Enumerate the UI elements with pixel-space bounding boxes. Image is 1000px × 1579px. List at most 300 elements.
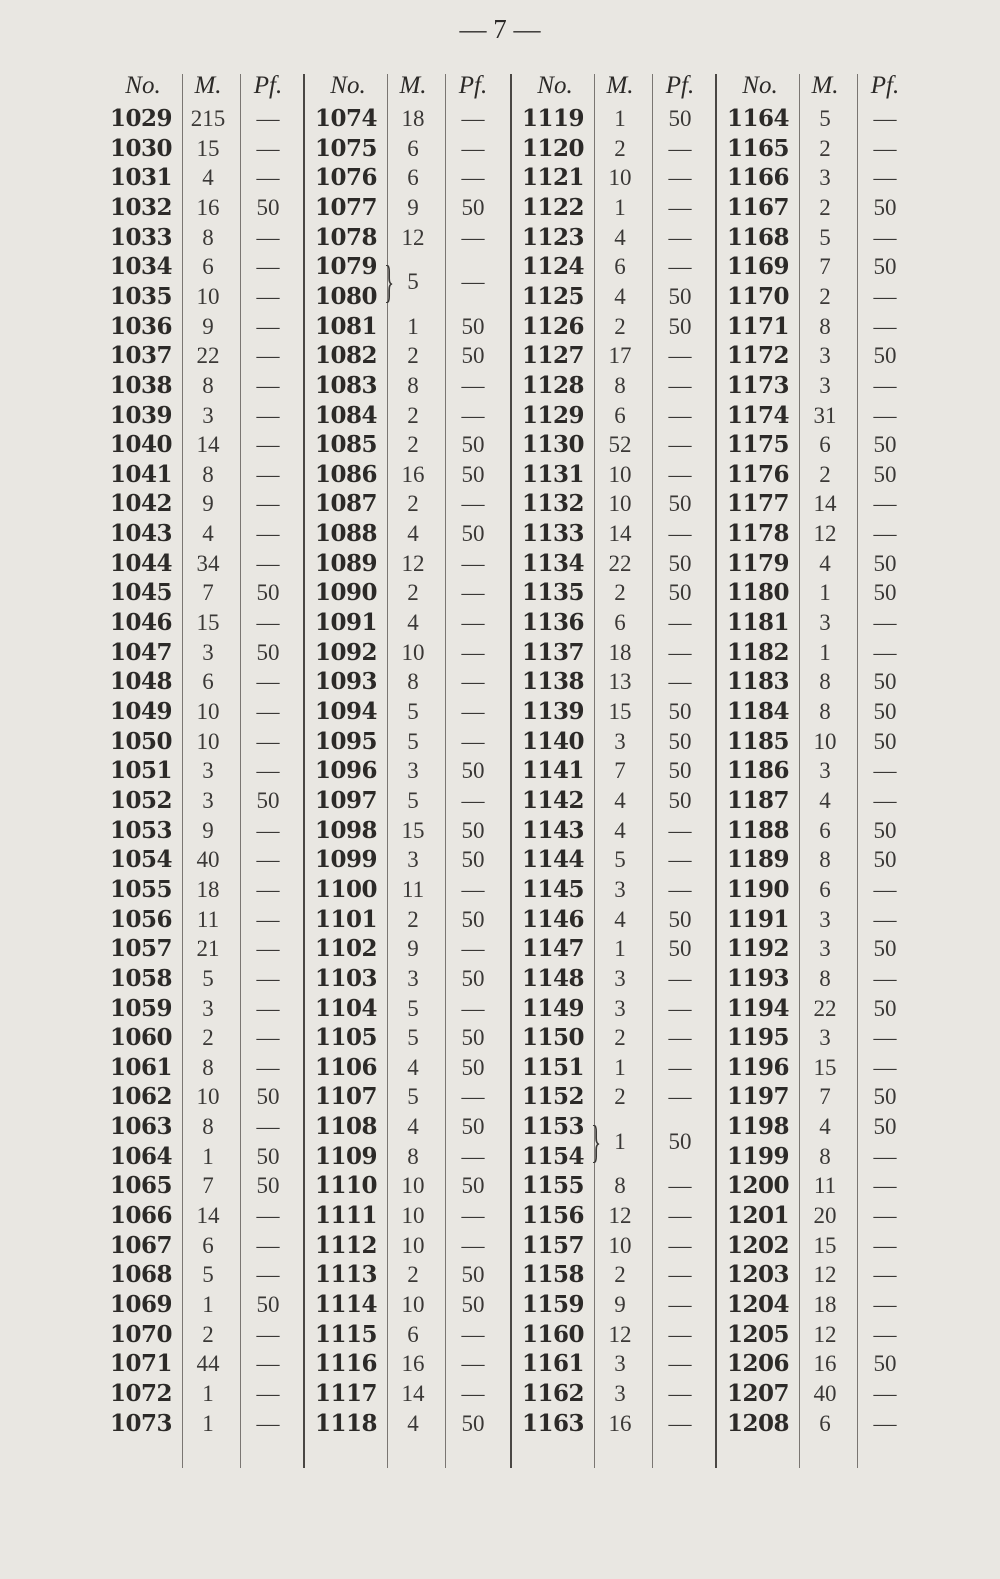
price-marks: 10 [401,1173,425,1199]
item-number: 1147 [522,935,585,963]
price-marks: 3 [202,639,214,665]
price-pfennig: — [461,224,485,250]
price-marks: 4 [819,550,831,576]
table-row [315,667,499,697]
table-row [727,1349,911,1379]
price-pfennig: — [256,106,280,131]
item-number: 1189 [727,846,790,874]
price-pfennig: — [668,165,692,191]
table-row [315,964,499,994]
item-number: 1131 [522,460,585,488]
table-row [522,282,706,312]
item-number: 1106 [315,1053,378,1081]
table-row [727,934,911,964]
price-marks: 9 [202,491,214,517]
price-pfennig: — [256,1262,280,1288]
price-marks: 8 [202,1114,214,1140]
price-pfennig: — [256,224,280,250]
table-row [522,1231,706,1261]
table-row [727,964,911,994]
price-pfennig: — [873,965,897,991]
price-marks: 5 [202,1262,214,1288]
price-pfennig: — [668,610,692,636]
price-marks: 5 [407,699,419,724]
item-number: 1033 [110,223,173,251]
item-number: 1156 [522,1202,585,1230]
price-marks: 5 [202,965,214,991]
price-pfennig: 50 [461,817,485,843]
price-marks: 7 [819,1084,831,1110]
price-pfennig: — [668,1084,692,1110]
table-row [522,875,706,905]
item-number: 1174 [727,401,790,429]
price-pfennig: — [256,343,280,369]
price-marks: 6 [614,610,626,636]
table-row [110,401,294,431]
price-marks: 18 [196,876,220,902]
table-row [727,1082,911,1112]
price-marks: 6 [202,254,214,280]
grouping-brace: } [384,256,395,308]
item-number: 1070 [110,1320,173,1348]
table-row [522,223,706,253]
price-pfennig: — [256,313,280,339]
price-marks: 21 [196,936,220,962]
item-number: 1058 [110,964,173,992]
price-pfennig: 50 [668,936,692,962]
table-row [522,489,706,519]
item-number: 1087 [315,490,378,518]
price-marks: 2 [407,432,419,458]
price-pfennig: — [256,165,280,191]
price-marks: 3 [819,372,831,398]
table-row [110,964,294,994]
price-marks: 2 [819,135,831,161]
table-row [522,1053,706,1083]
table-row [110,816,294,846]
price-pfennig: — [256,402,280,428]
price-pfennig: 50 [461,1054,485,1080]
item-number: 1068 [110,1261,173,1289]
price-pfennig: — [461,106,485,131]
price-marks: 1 [819,639,831,665]
table-row [522,163,706,193]
price-marks: 3 [819,758,831,784]
table-row [522,786,706,816]
table-row [727,1290,911,1320]
price-marks: 14 [401,1380,425,1406]
price-marks: 1 [614,1129,626,1155]
price-marks: 3 [614,1351,626,1377]
price-marks: 8 [819,313,831,339]
table-row [522,934,706,964]
table-row [727,134,911,164]
price-pfennig: 50 [873,432,897,458]
item-number: 1198 [727,1113,790,1141]
price-marks: 7 [202,1173,214,1199]
item-number: 1183 [727,668,790,696]
header-m: M. [399,72,427,99]
table-row [727,638,911,668]
table-row [110,341,294,371]
table-row [522,1171,706,1201]
price-pfennig: — [668,521,692,547]
price-marks: 10 [401,1232,425,1258]
price-marks: 10 [196,699,220,724]
table-row [110,756,294,786]
price-pfennig: 50 [873,1114,897,1140]
item-number: 1208 [727,1409,790,1437]
price-marks: 2 [819,461,831,487]
price-marks: 15 [196,135,220,161]
table-row [727,252,911,282]
price-marks: 44 [196,1351,220,1377]
price-pfennig: — [668,1025,692,1051]
price-marks: 18 [608,639,632,665]
price-pfennig: — [256,817,280,843]
item-number: 1032 [110,193,173,221]
item-number: 1185 [727,727,790,755]
price-pfennig: 50 [461,194,485,220]
price-marks: 8 [202,372,214,398]
price-pfennig: 50 [668,580,692,606]
item-number: 1056 [110,905,173,933]
price-pfennig: — [256,995,280,1021]
item-number: 1047 [110,638,173,666]
item-number: 1205 [727,1320,790,1348]
price-marks: 3 [819,165,831,191]
price-marks: 10 [196,728,220,754]
price-marks: 10 [608,461,632,487]
item-number: 1136 [522,609,585,637]
price-marks: 6 [819,876,831,902]
item-number: 1104 [315,994,378,1022]
table-row [522,667,706,697]
price-marks: 2 [407,491,419,517]
item-number: 1085 [315,431,378,459]
price-marks: 2 [614,135,626,161]
item-number: 1036 [110,312,173,340]
table-row [522,994,706,1024]
table-row [727,193,911,223]
item-number: 1168 [727,223,790,251]
item-number: 1093 [315,668,378,696]
price-pfennig: — [256,728,280,754]
item-number: 1089 [315,549,378,577]
price-pfennig: 50 [873,461,897,487]
price-pfennig: 50 [256,639,280,665]
item-number: 1099 [315,846,378,874]
price-marks: 15 [608,699,632,724]
price-marks: 12 [608,1321,632,1347]
price-marks: 5 [407,269,419,295]
item-number: 1146 [522,905,585,933]
item-number: 1073 [110,1409,173,1437]
price-pfennig: — [668,1380,692,1406]
item-number: 1194 [727,994,790,1022]
table-row [110,1142,294,1172]
price-marks: 8 [819,699,831,724]
price-marks: 15 [196,610,220,636]
price-pfennig: — [668,1054,692,1080]
price-marks: 12 [813,521,837,547]
price-pfennig: — [256,521,280,547]
item-number: 1082 [315,342,378,370]
price-pfennig: — [461,995,485,1021]
price-pfennig: 50 [668,106,692,131]
price-pfennig: — [668,135,692,161]
price-marks: 3 [202,995,214,1021]
table-row [110,430,294,460]
item-number: 1130 [522,431,585,459]
price-marks: 40 [813,1380,837,1406]
item-number: 1044 [110,549,173,577]
price-marks: 18 [401,106,425,131]
price-pfennig: — [873,1173,897,1199]
price-marks: 3 [819,936,831,962]
price-pfennig: 50 [668,550,692,576]
price-pfennig: — [668,965,692,991]
price-pfennig: — [873,372,897,398]
price-pfennig: — [256,936,280,962]
price-pfennig: — [668,639,692,665]
table-row [727,430,911,460]
price-marks: 7 [614,758,626,784]
price-marks: 2 [614,1262,626,1288]
table-row [315,1023,499,1053]
item-number: 1075 [315,134,378,162]
price-pfennig: — [256,135,280,161]
price-marks: 40 [196,847,220,873]
header-m: M. [811,72,839,99]
item-number: 1207 [727,1379,790,1407]
item-number: 1076 [315,164,378,192]
price-marks: 6 [819,817,831,843]
price-marks: 4 [407,1054,419,1080]
price-marks: 2 [407,1262,419,1288]
price-pfennig: 50 [668,699,692,724]
item-number: 1184 [727,698,790,725]
item-number: 1173 [727,371,790,399]
price-marks: 4 [614,283,626,309]
table-row [315,578,499,608]
price-marks: 2 [614,1084,626,1110]
item-number: 1095 [315,727,378,755]
price-marks: 5 [407,1025,419,1051]
price-marks: 10 [196,283,220,309]
table-row [522,134,706,164]
price-pfennig: 50 [873,1084,897,1110]
price-marks: 16 [401,1351,425,1377]
table-row [315,608,499,638]
price-pfennig: 50 [873,254,897,280]
table-row [315,312,499,342]
table-row [727,1171,911,1201]
item-number: 1038 [110,371,173,399]
header-m: M. [606,72,634,99]
price-pfennig: — [668,194,692,220]
item-number: 1176 [727,460,790,488]
price-pfennig: 50 [256,580,280,606]
table-row [727,282,911,312]
price-pfennig: 50 [873,699,897,724]
item-number: 1164 [727,105,790,132]
item-number: 1137 [522,638,585,666]
item-number: 1117 [315,1379,378,1407]
price-pfennig: 50 [873,728,897,754]
price-pfennig: — [873,787,897,813]
price-pfennig: — [256,254,280,280]
item-number: 1091 [315,609,378,637]
item-number: 1054 [110,846,173,874]
price-pfennig: — [256,1054,280,1080]
item-number: 1181 [727,609,790,637]
price-marks: 5 [819,224,831,250]
price-pfennig: — [873,1143,897,1169]
price-pfennig: 50 [256,1084,280,1110]
item-number: 1078 [315,223,378,251]
item-number: 1077 [315,193,378,221]
price-marks: 8 [407,1143,419,1169]
price-marks: 5 [407,787,419,813]
price-pfennig: — [461,1380,485,1406]
table-row [110,1290,294,1320]
price-marks: 1 [614,936,626,962]
item-number: 1191 [727,905,790,933]
table-row [727,697,911,727]
item-number: 1071 [110,1350,173,1378]
item-number: 1182 [727,638,790,666]
table-row [522,1349,706,1379]
price-pfennig: 50 [873,194,897,220]
price-pfennig: 50 [461,1292,485,1317]
item-number: 1066 [110,1202,173,1230]
price-pfennig: 50 [461,1410,485,1436]
table-row [315,1409,499,1439]
price-pfennig: — [461,728,485,754]
price-marks: 8 [819,965,831,991]
table-row [315,786,499,816]
price-pfennig: — [668,1173,692,1199]
price-pfennig: — [461,550,485,576]
table-row [315,638,499,668]
price-pfennig: — [256,1380,280,1406]
price-marks: 15 [401,817,425,843]
price-marks: 12 [813,1262,837,1288]
price-marks: 10 [196,1084,220,1110]
price-marks: 6 [407,1321,419,1347]
price-marks: 3 [819,906,831,932]
table-row [727,756,911,786]
price-marks: 3 [614,965,626,991]
price-marks: 10 [401,639,425,665]
price-pfennig: 50 [873,936,897,962]
item-number: 1102 [315,935,378,963]
item-number: 1074 [315,105,378,132]
item-number: 1206 [727,1350,790,1378]
table-row [315,1349,499,1379]
price-pfennig: — [873,521,897,547]
price-marks: 5 [407,728,419,754]
price-pfennig: 50 [461,1114,485,1140]
price-pfennig: 50 [668,283,692,309]
table-row [315,1231,499,1261]
item-number: 1163 [522,1409,585,1437]
price-marks: 6 [614,402,626,428]
table-row [315,934,499,964]
price-pfennig: 50 [461,521,485,547]
price-marks: 4 [407,1410,419,1436]
price-marks: 17 [608,343,632,369]
item-number: 1179 [727,549,790,577]
table-row [522,1320,706,1350]
price-marks: 3 [819,343,831,369]
table-row [727,223,911,253]
table-row [522,756,706,786]
item-number: 1049 [110,698,173,725]
price-marks: 5 [407,995,419,1021]
price-pfennig: — [461,372,485,398]
table-row [315,1201,499,1231]
price-pfennig: — [256,461,280,487]
table-row [110,1171,294,1201]
price-pfennig: — [256,758,280,784]
price-pfennig: — [256,669,280,695]
item-number: 1108 [315,1113,378,1141]
item-number: 1030 [110,134,173,162]
item-number: 1190 [727,875,790,903]
item-number: 1034 [110,253,173,281]
header-no: No. [330,72,366,99]
item-number: 1140 [522,727,585,755]
table-row [110,223,294,253]
item-number: 1107 [315,1083,378,1111]
table-row [522,1201,706,1231]
price-pfennig: — [668,372,692,398]
price-pfennig: — [256,906,280,932]
item-number: 1113 [315,1261,378,1289]
table-row [727,608,911,638]
item-number: 1129 [522,401,585,429]
price-pfennig: — [256,491,280,517]
price-marks: 3 [614,728,626,754]
price-marks: 8 [202,1054,214,1080]
item-number: 1055 [110,875,173,903]
table-row [727,667,911,697]
price-pfennig: — [668,402,692,428]
price-pfennig: — [873,906,897,932]
price-marks: 3 [819,1025,831,1051]
item-number: 1132 [522,490,585,518]
header-m: M. [194,72,222,99]
item-number: 1145 [522,875,585,903]
price-pfennig: 50 [668,906,692,932]
item-number: 1101 [315,905,378,933]
price-pfennig: — [873,1321,897,1347]
price-marks: 31 [813,402,837,428]
table-row [315,401,499,431]
price-marks: 2 [614,580,626,606]
price-pfennig: 50 [461,432,485,458]
price-marks: 4 [202,521,214,547]
item-number: 1149 [522,994,585,1022]
item-number: 1120 [522,134,585,162]
item-number: 1175 [727,431,790,459]
item-number: 1112 [315,1231,378,1259]
item-number: 1115 [315,1320,378,1348]
price-marks: 22 [608,550,632,576]
price-marks: 3 [407,965,419,991]
